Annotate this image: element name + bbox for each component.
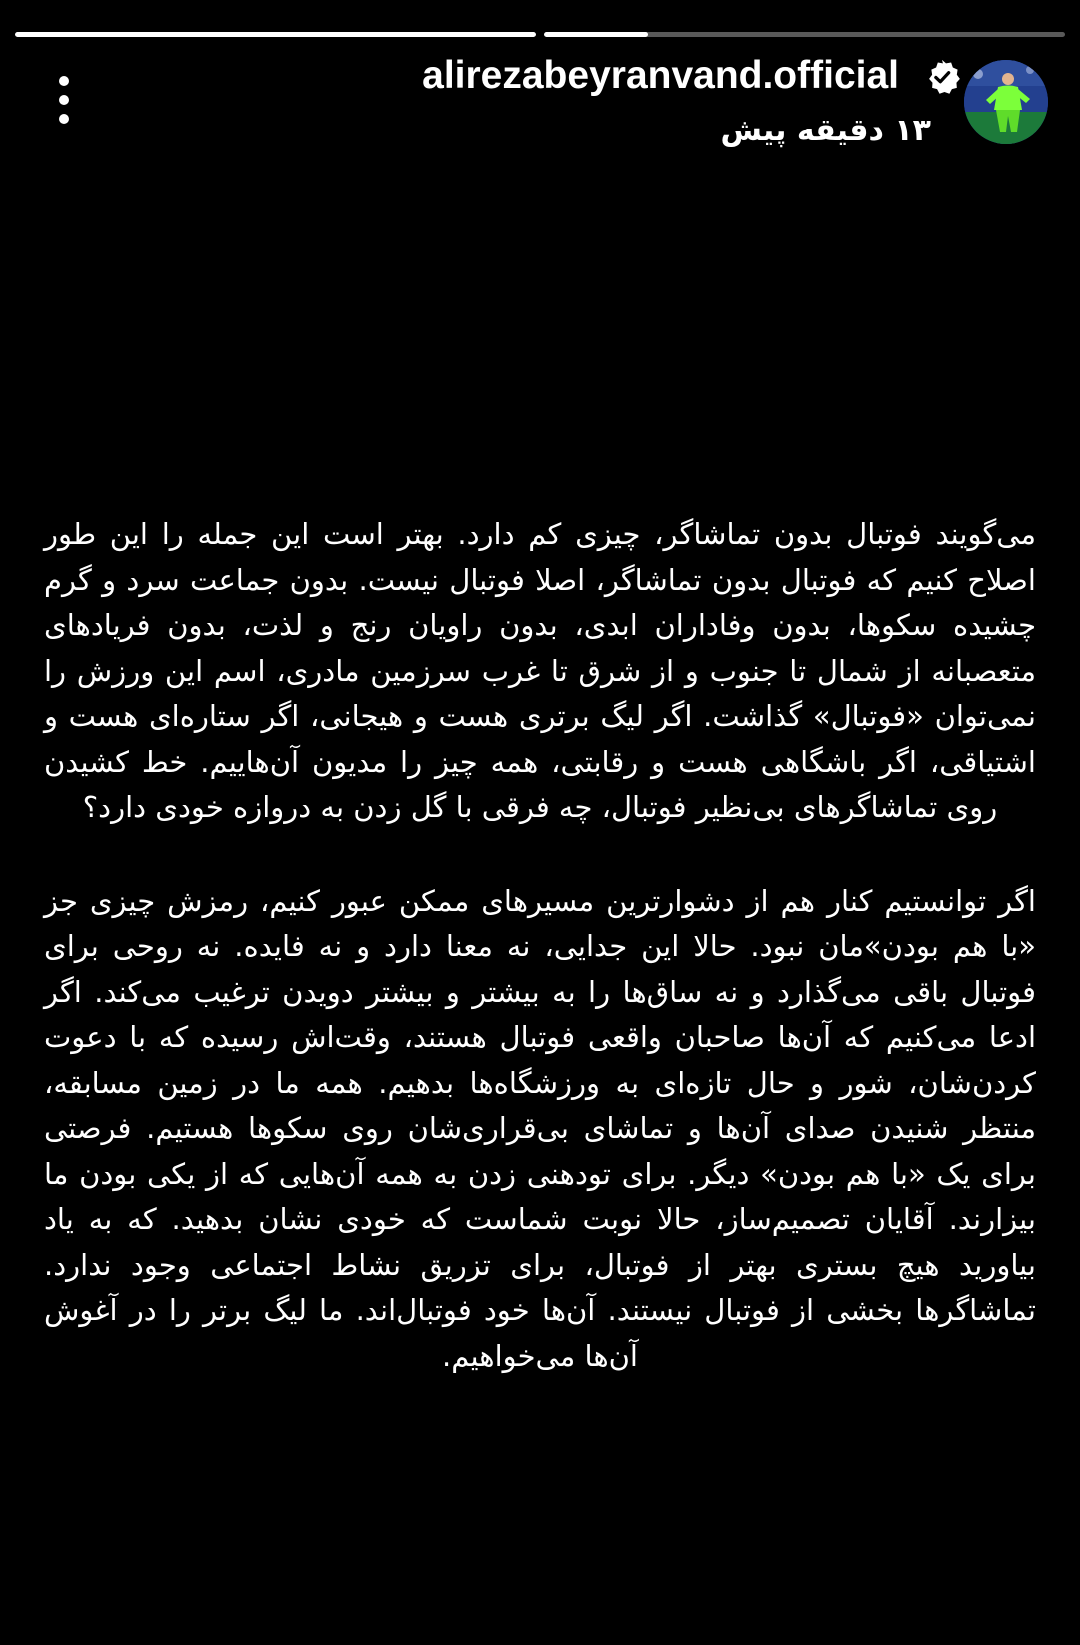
username[interactable]: alirezabeyranvand.official	[422, 54, 899, 97]
more-vertical-icon[interactable]	[44, 70, 84, 130]
menu-dot	[59, 114, 69, 124]
story-text	[44, 512, 1036, 1379]
story-progress-segment	[544, 32, 1065, 37]
story-paragraph: اگر توانستیم کنار هم از دشوارترین مسیرهای ممکن عبور کنیم، رمزش چیزی جز «با هم بودن»مان نبود. حالا این جدایی، نه معنا دارد و نه فایده. نه روحی برای فوتبال باقی می‌گذارد و نه ساق‌ها را به بیشتر و بیشتر دویدن ترغیب می‌کند. اگر ادعا می‌کنیم که آن‌ها صاحبان واقعی فوتبال هستند، وقت‌اش رسیده که با دعوت کردن‌شان، شور و حال تازه‌ای به ورزشگاه‌ها بدهیم. همه ما در زمین مسابقه، منتظر شنیدن صدای آن‌ها و تماشای بی‌قراری‌شان روی سکوها هستیم. فرصتی برای یک «با هم بودن» دیگر. برای تودهنی زدن به همه آن‌هایی که از یکی بودن ما بیزارند. آقایان تصمیم‌ساز، حالا نوبت شماست که خودی نشان بدهید. که به یاد بیاورید هیچ بستری بهتر از فوتبال، برای تزریق نشاط اجتماعی وجود ندارد. تماشاگرها بخشی از فوتبال نیستند. آن‌ها خود فوتبال‌اند. ما لیگ برتر را در آغوش آن‌ها می‌خواهیم.	[44, 883, 1036, 1373]
menu-dot	[59, 76, 69, 86]
story-progress-bar	[15, 32, 1065, 37]
story-progress-fill	[544, 32, 648, 37]
avatar[interactable]	[964, 60, 1048, 144]
story-paragraph: می‌گویند فوتبال بدون تماشاگر، چیزی کم دارد. بهتر است این جمله را این طور اصلاح کنیم که فوتبال بدون تماشاگر، اصلا فوتبال نیست. بدون جماعت سرد و گرم چشیده سکوها، بدون وفاداران ابدی، بدون راویان رنج و لذت، بدون فریادهای متعصبانه از شمال تا جنوب و از شرق تا غرب سرزمین مادری، اسم این ورزش را نمی‌توان «فوتبال» گذاشت. اگر لیگ برتری هست و هیجانی، اگر ستاره‌ای هست و اشتیاقی، اگر باشگاهی هست و رقابتی، همه چیز را مدیون آن‌هاییم. خط کشیدن روی تماشاگرهای بی‌نظیر فوتبال، چه فرقی با گل زدن به دروازه خودی دارد؟	[44, 517, 1036, 824]
menu-dot	[59, 95, 69, 105]
story-progress-segment	[15, 32, 536, 37]
post-timestamp: ۱۳ دقیقه پیش	[720, 113, 931, 148]
verified-badge-icon	[923, 58, 961, 96]
story-progress-fill	[15, 32, 536, 37]
